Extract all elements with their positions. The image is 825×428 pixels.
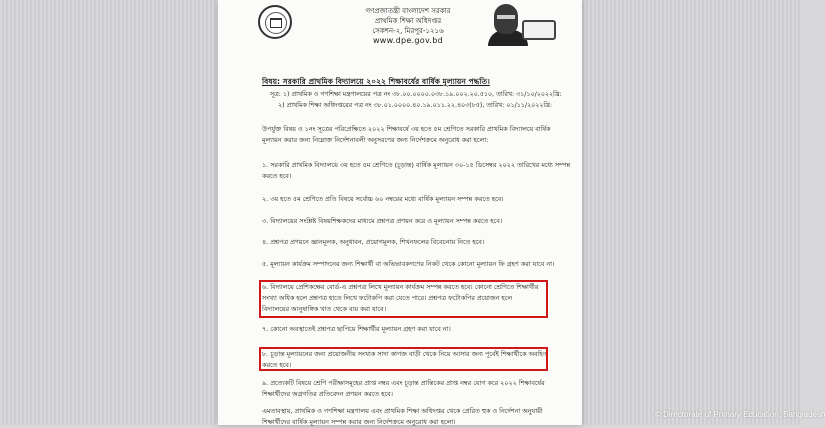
letterhead-line-1: গণপ্রজাতন্ত্রী বাংলাদেশ সরকার	[365, 7, 451, 15]
references	[270, 89, 562, 111]
intro-line-1: উপর্যুক্ত বিষয় ও ১নং সূত্রের পরিপ্রেক্ষিতে ২০২২ শিক্ষাবর্ষে ৩য় হতে ৫ম শ্রেণিতে সরকারি প্রাথমিক বিদ্যালয়ে বার্ষিক	[262, 125, 551, 133]
point-7: ৭. কোনো অবস্থাতেই প্রশ্নপত্র ছাপিয়ে শিক্ষার্থীর মূল্যায়ন গ্রহণ করা যাবে না।	[262, 325, 451, 333]
portrait-logo-icon	[488, 2, 556, 44]
point-4: ৪. প্রশ্নপত্র প্রণয়নে জ্ঞানমূলক, অনুধাবন, প্রয়োগমূলক, শিখনফলের বিবেচনায় নিতে হবে।	[262, 238, 485, 246]
point-6: ৬. বিদ্যালয়ে প্রেশিকক্ষের বোর্ড-এ প্রশ্নপত্র লিখে মূল্যায়ন কার্যক্রম সম্পন্ন করতে হবে। কোনো শ্রেণিতে শিক্ষার্থীর সংখ্যা অধিক হলে প্রশ্নপত্র হাতে লিখে ফটোকপি করা যেতে পারে। প্রশ্নপত্র ফটোকপির প্রয়োজন হলে বিদ্যালয়ের আনুষাঙ্গিক খাত থেকে ব্যয় করা যাবে।	[262, 283, 539, 313]
intro-line-2: মূল্যায়ন করার জন্য নিম্নোক্ত নির্দেশনাবলী অনুসরণের জন্য নির্দেশক্রমে অনুরোধ করা হলো:	[262, 136, 489, 144]
point-1: ১. সরকারি প্রাথমিক বিদ্যালয়ে ৩য় হতে ৫ম শ্রেণিতে (চূড়ান্ত) বার্ষিক মূল্যায়ন ৩০-১৫ ডিসেম্বর ২০২২ তারিখের মধ্যে সম্পন্ন করতে হবে।	[262, 161, 571, 180]
government-seal-icon	[258, 5, 292, 39]
point-5: ৫. মূল্যায়ন কার্যক্রম সম্পাদনের জন্য শিক্ষার্থী বা অভিভাবকগণের নিকট থেকে কোনো মূল্যায়ন ফি গ্রহণ করা যাবে না।	[262, 260, 555, 268]
letterhead	[318, 6, 498, 46]
closing-paragraph: এমতাবস্থায়, প্রাথমিক ও গণশিক্ষা মন্ত্রণালয় এবং প্রাথমিক শিক্ষা অধিদপ্তর থেকে প্রেরিত হুক ও নির্দেশনা অনুযায়ী শিক্ষার্থীদের বার্ষিক মূল্যায়ন সম্পন্ন করার জন্য নির্দেশক্রমে অনুরোধ করা হলো।	[262, 407, 543, 426]
letterhead-url: www.dpe.gov.bd	[372, 36, 444, 45]
highlight-box-point-6	[259, 280, 548, 318]
letterhead-line-3: সেকশন-২, মিরপুর-১২১৬	[372, 27, 444, 35]
letterhead-line-2: প্রাথমিক শিক্ষা অধিদপ্তর	[374, 17, 442, 25]
highlight-box-point-8	[259, 347, 548, 371]
point-3: ৩. বিদ্যালয়ের সংশ্লিষ্ট বিষয়শিক্ষকদের মাধ্যমে প্রশ্নপত্র প্রণয়ন করে ও মূল্যায়ন সম্পন্ন করতে হবে।	[262, 217, 503, 225]
document-page	[218, 0, 582, 425]
photo-credit: © Directorate of Primary Education, Bangladesh	[655, 410, 825, 419]
point-9: ৯. প্রত্যেকটি বিষয়ে শ্রেণি পরীক্ষাসমূহের প্রাপ্ত নম্বর এবং চূড়ান্ত প্রান্তিকের প্রাপ্ত নম্বর যোগ করে ২০২২ শিক্ষাবর্ষের শিক্ষার্থীদের অগ্রগতির প্রতিবেদন প্রণয়ন করতে হবে।	[262, 379, 545, 398]
point-2: ২. ৩য় হতে ৫ম শ্রেণিতে প্রতি বিষয়ে সর্বোচ্চ ৬০ নম্বরের মধ্যে বার্ষিক মূল্যায়ন সম্পন্ন করতে হবে।	[262, 195, 504, 203]
reference-2: ২) প্রাথমিক শিক্ষা অধিদপ্তরের পত্র নং ৩৮.০১.০০০০.৪০.১৯.০১১.২২.৪০৩(৮৫), তারিখ: ০১/১১/২০২২খ্রি:	[278, 102, 552, 109]
reference-1: সূত্র: ১) প্রাথমিক ও গণশিক্ষা মন্ত্রণালয়ের পত্র নং ৩৮.০০.০০০০.০৩৮.১৯.০০২.২০.৫১০, তারিখ: ৩১/১০/২০২২খ্রি:	[270, 91, 562, 98]
point-8: ৮. চূড়ান্ত মূল্যায়নের জন্য প্রয়োজনীয় সংখ্যক সাদা কাগজ বাড়ী থেকে নিয়ে আসার জন্য পূর্বেই শিক্ষার্থীকে অবহিত করতে হবে।	[262, 350, 548, 369]
subject-line: বিষয়: সরকারি প্রাথমিক বিদ্যালয়ে ২০২২ শিক্ষাবর্ষের বার্ষিক মূল্যায়ন পদ্ধতি।	[262, 77, 490, 86]
